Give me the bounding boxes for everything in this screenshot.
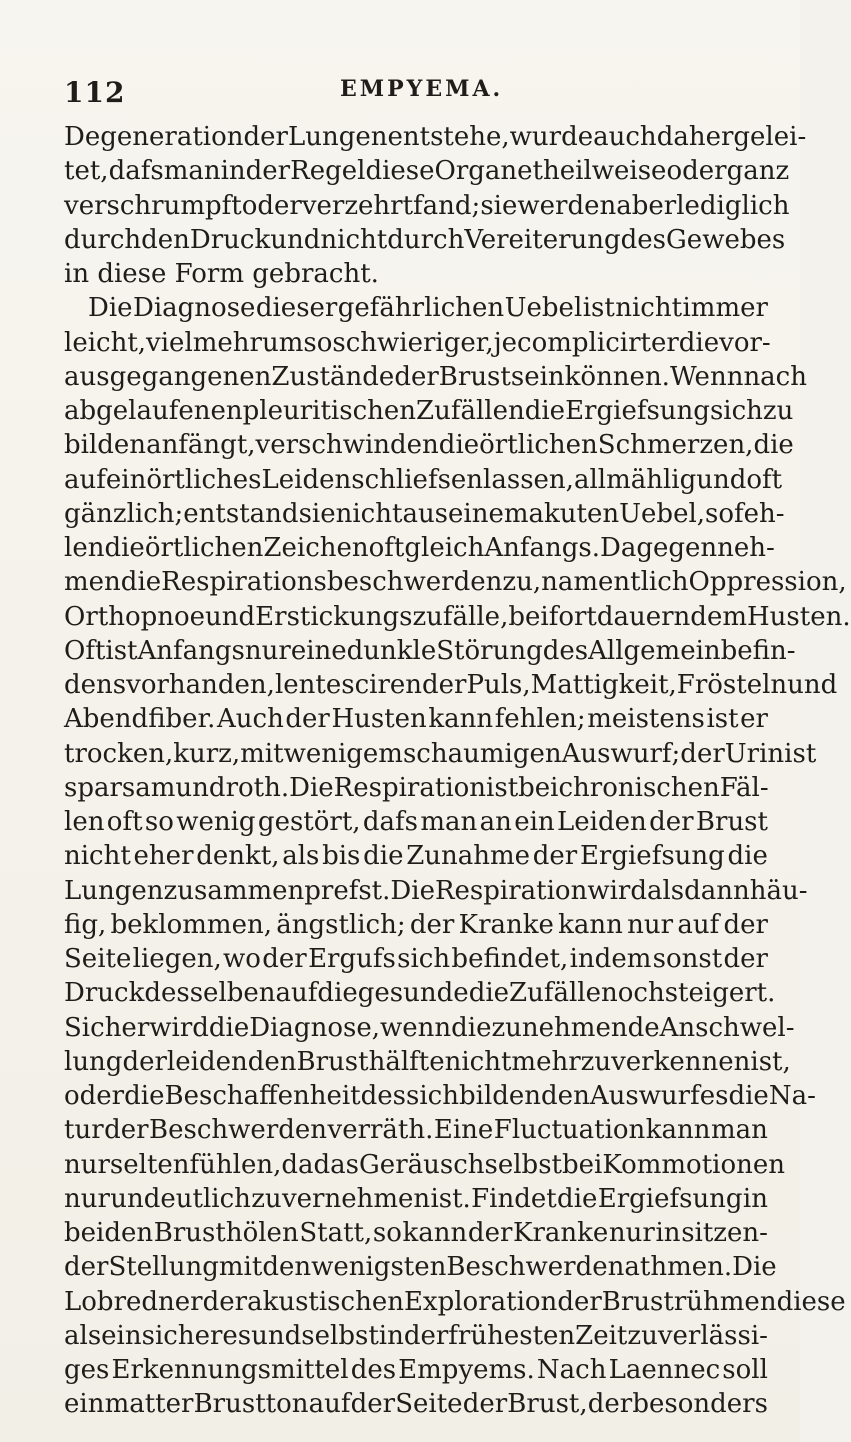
- text-line: sparsam und roth. Die Respiration ist bei chronischen Fäl-: [64, 772, 769, 803]
- text-line: gänzlich; entstand sie nicht aus einem akuten Uebel, so feh-: [64, 498, 785, 529]
- text-line: auf ein örtliches Leiden schliefsen lassen, allmählig und oft: [64, 464, 783, 495]
- text-line: oder die Beschaffenheit des sich bildenden Auswurfes die Na-: [64, 1081, 816, 1111]
- body-text: [64, 120, 851, 1422]
- text-line: Lungen zusammenprefst. Die Respiration wird alsdann häu-: [64, 875, 808, 906]
- text-line: fig, beklommen, ängstlich; der Kranke kann nur auf der: [64, 909, 768, 940]
- text-line: Lobredner der akustischen Exploration der Brust rühmen diese: [64, 1286, 846, 1317]
- running-head: EMPYEMA.: [340, 76, 504, 102]
- text-line: Druck desselben auf die gesunde die Zufälle noch steigert.: [64, 978, 776, 1009]
- text-line: trocken, kurz, mit wenigem schaumigen Auswurf; der Urin ist: [64, 738, 817, 769]
- text-line: Oft ist Anfangs nur eine dunkle Störung des Allgemeinbefin-: [64, 635, 796, 666]
- text-line: ausgegangenen Zustände der Brust sein können. Wenn nach: [64, 361, 807, 392]
- text-line: der Stellung mit den wenigsten Beschwerden athmen. Die: [64, 1252, 777, 1283]
- text-line: Sicher wird die Diagnose, wenn die zunehmende Anschwel-: [64, 1012, 795, 1043]
- text-line: len oft so wenig gestört, dafs man an ein Leiden der Brust: [64, 807, 768, 837]
- text-line: leicht, vielmehr um so schwieriger, je complicirter die vor-: [64, 327, 771, 358]
- text-line: Degeneration der Lungen entstehe, wurde auch daher gelei-: [64, 122, 807, 152]
- text-line: in diese Form gebracht.: [64, 259, 379, 289]
- text-line: nicht eher denkt, als bis die Zunahme der Ergiefsung die: [64, 841, 768, 872]
- text-line: men die Respirationsbeschwerden zu, namentlich Oppression,: [64, 567, 847, 598]
- text-line: Orthopnoe und Erstickungszufälle, bei fortdauerndem Husten.: [64, 601, 851, 632]
- text-line: beiden Brusthölen Statt, so kann der Kranke nur in sitzen-: [64, 1218, 768, 1248]
- text-line: dens vorhanden, lentescirender Puls, Mattigkeit, Frösteln und: [64, 670, 838, 700]
- text-line: durch den Druck und nicht durch Vereiterung des Gewebes: [64, 224, 786, 255]
- page-number: 112: [64, 76, 126, 109]
- text-line: ges Erkennungsmittel des Empyems. Nach Laennec soll: [64, 1355, 768, 1385]
- text-line: Abendfiber. Auch der Husten kann fehlen; meistens ist er: [64, 704, 768, 735]
- text-line: verschrumpft oder verzehrt fand; sie werden aber lediglich: [64, 190, 790, 221]
- text-line: ein matter Brustton auf der Seite der Brust, der besonders: [64, 1389, 768, 1420]
- text-line: Die Diagnose dieser gefährlichen Uebel ist nicht immer: [88, 293, 768, 324]
- text-line: Seite liegen, wo der Ergufs sich befindet, indem sonst der: [64, 944, 768, 974]
- text-line: als ein sicheres und selbst in der frühesten Zeit zuverlässi-: [64, 1320, 768, 1351]
- text-line: lung der leidenden Brusthälfte nicht mehr zu verkennen ist,: [64, 1046, 791, 1077]
- text-line: len die örtlichen Zeichen oft gleich Anfangs. Dagegen neh-: [64, 533, 775, 563]
- text-line: bilden anfängt, verschwinden die örtlichen Schmerzen, die: [64, 430, 794, 461]
- page-header: [0, 76, 800, 116]
- text-line: tur der Beschwerden verräth. Eine Fluctuation kann man: [64, 1115, 768, 1146]
- text-line: nur undeutlich zu vernehmen ist. Findet die Ergiefsung in: [64, 1183, 768, 1214]
- text-line: abgelaufenen pleuritischen Zufällen die Ergiefsung sich zu: [64, 396, 794, 426]
- text-line: nur selten fühlen, da das Geräusch selbst bei Kommotionen: [64, 1149, 785, 1180]
- text-line: tet, dafs man in der Regel diese Organe theilweise oder ganz: [64, 156, 790, 187]
